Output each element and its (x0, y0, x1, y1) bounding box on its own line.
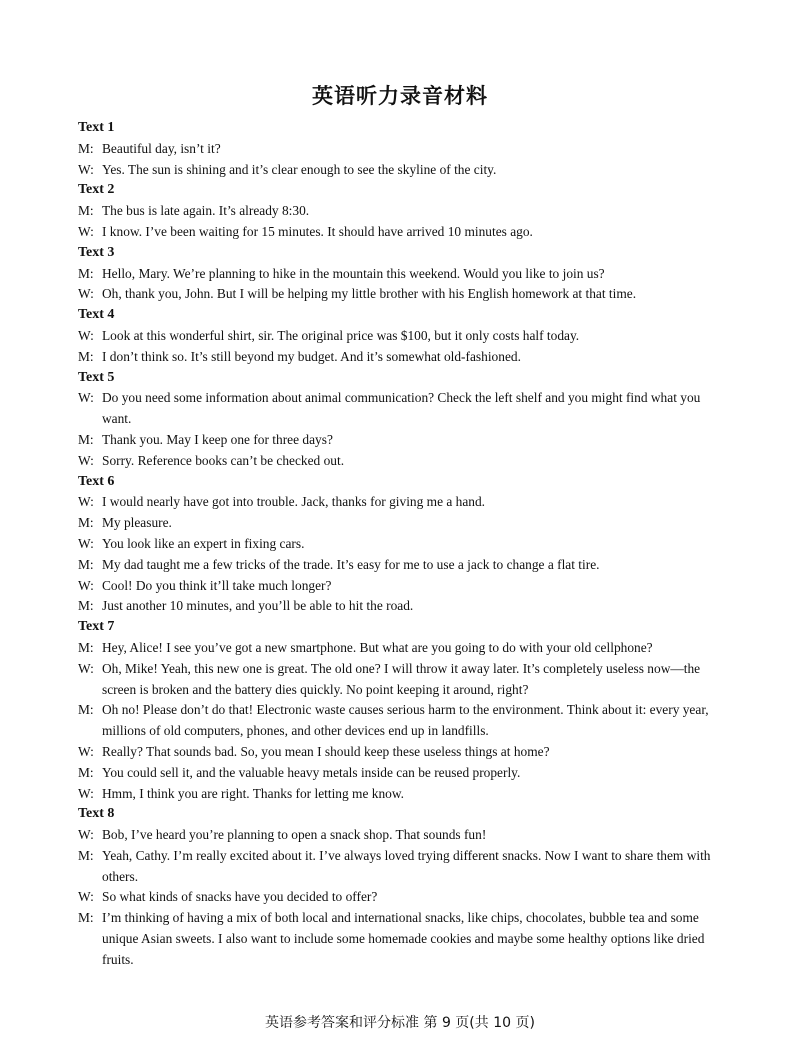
dialogue-text: You look like an expert in fixing cars. (102, 535, 305, 551)
speaker-label: W: (78, 327, 94, 343)
dialogue-line (78, 284, 728, 305)
dialogue-text: Oh, thank you, John. But I will be helping my little brother with his English homework at that time. (102, 286, 637, 302)
speaker-label: W: (78, 452, 94, 468)
dialogue-text: Hello, Mary. We’re planning to hike in the mountain this weekend. Would you like to join us? (102, 265, 605, 281)
dialogue-text: Just another 10 minutes, and you’ll be able to hit the road. (102, 598, 414, 614)
dialogue-line (78, 742, 728, 763)
dialogue-text: I would nearly have got into trouble. Jack, thanks for giving me a hand. (102, 494, 486, 510)
dialogue-text: Look at this wonderful shirt, sir. The original price was $100, but it only costs half today. (102, 327, 580, 343)
dialogue-text: Bob, I’ve heard you’re planning to open a snack shop. That sounds fun! (102, 827, 487, 843)
dialogue-line (78, 659, 728, 701)
dialogue-text: Yeah, Cathy. I’m really excited about it. I’ve always loved trying different snacks. Now I want to share them with others. (102, 847, 711, 884)
speaker-label: M: (78, 515, 94, 531)
dialogue-text: Cool! Do you think it’ll take much longer? (102, 577, 332, 593)
dialogue-line (78, 638, 728, 659)
dialogue-line (78, 513, 728, 534)
dialogue-text: The bus is late again. It’s already 8:30. (102, 203, 310, 219)
dialogue-line (78, 887, 728, 908)
dialogue-line (78, 201, 728, 222)
speaker-label: W: (78, 535, 94, 551)
speaker-label: M: (78, 847, 94, 863)
dialogue-text: Oh no! Please don’t do that! Electronic waste causes serious harm to the environment. Think about it: every year, millions of old computers, phones, and other devices end up in landfills. (102, 702, 709, 739)
section-heading: Text 4 (78, 307, 115, 323)
dialogue-text: Really? That sounds bad. So, you mean I should keep these useless things at home? (102, 743, 550, 759)
speaker-label: W: (78, 827, 94, 843)
section-heading: Text 1 (78, 120, 115, 135)
speaker-label: W: (78, 889, 94, 905)
speaker-label: W: (78, 494, 94, 510)
dialogue-text: Oh, Mike! Yeah, this new one is great. The old one? I will throw it away later. It’s completely useless now—the screen is broken and the battery dies quickly. No point keeping it around, right? (102, 660, 701, 697)
transcript-body (78, 118, 728, 971)
speaker-label: W: (78, 161, 94, 177)
section-heading: Text 8 (78, 806, 115, 822)
dialogue-line (78, 555, 728, 576)
dialogue-line (78, 908, 728, 970)
speaker-label: M: (78, 431, 94, 447)
dialogue-text: So what kinds of snacks have you decided to offer? (102, 889, 378, 905)
dialogue-line (78, 347, 728, 368)
dialogue-line (78, 139, 728, 160)
dialogue-text: Do you need some information about animal communication? Check the left shelf and you might find what you want. (102, 390, 701, 427)
dialogue-line (78, 534, 728, 555)
speaker-label: M: (78, 348, 94, 364)
dialogue-text: I don’t think so. It’s still beyond my budget. And it’s somewhat old-fashioned. (102, 348, 521, 364)
dialogue-line (78, 222, 728, 243)
page-title: 英语听力录音材料 (312, 84, 488, 108)
dialogue-line (78, 264, 728, 285)
dialogue-line (78, 326, 728, 347)
dialogue-text: Hey, Alice! I see you’ve got a new smartphone. But what are you going to do with your old cellphone? (102, 639, 653, 655)
speaker-label: M: (78, 598, 94, 614)
dialogue-text: My pleasure. (102, 515, 172, 531)
dialogue-line (78, 388, 728, 430)
dialogue-line (78, 492, 728, 513)
dialogue-text: You could sell it, and the valuable heavy metals inside can be reused properly. (102, 764, 521, 780)
dialogue-line (78, 825, 728, 846)
speaker-label: W: (78, 577, 94, 593)
speaker-label: W: (78, 660, 94, 676)
dialogue-text: Beautiful day, isn’t it? (102, 140, 221, 156)
speaker-label: M: (78, 764, 94, 780)
section-heading: Text 7 (78, 619, 115, 635)
dialogue-line (78, 160, 728, 181)
speaker-label: M: (78, 203, 94, 219)
dialogue-line (78, 763, 728, 784)
speaker-label: W: (78, 743, 94, 759)
dialogue-text: My dad taught me a few tricks of the trade. It’s easy for me to use a jack to change a flat tire. (102, 556, 600, 572)
speaker-label: W: (78, 286, 94, 302)
dialogue-text: Sorry. Reference books can’t be checked out. (102, 452, 345, 468)
dialogue-line (78, 576, 728, 597)
dialogue-text: I’m thinking of having a mix of both local and international snacks, like chips, chocolates, bubble tea and some unique Asian sweets. I also want to include some homemade cookies and maybe some healthy options like dried fruits. (102, 910, 705, 967)
dialogue-line (78, 451, 728, 472)
dialogue-line (78, 430, 728, 451)
section-heading: Text 2 (78, 182, 115, 198)
speaker-label: M: (78, 265, 94, 281)
dialogue-text: Thank you. May I keep one for three days? (102, 431, 333, 447)
dialogue-line (78, 700, 728, 742)
speaker-label: W: (78, 785, 94, 801)
speaker-label: M: (78, 140, 94, 156)
speaker-label: W: (78, 223, 94, 239)
dialogue-line (78, 846, 728, 888)
section-heading: Text 3 (78, 244, 115, 260)
speaker-label: M: (78, 910, 94, 926)
dialogue-line (78, 784, 728, 805)
speaker-label: M: (78, 639, 94, 655)
page-footer: 英语参考答案和评分标准 第 9 页(共 10 页) (265, 1015, 535, 1031)
section-heading: Text 5 (78, 369, 115, 385)
speaker-label: M: (78, 702, 94, 718)
dialogue-line (78, 596, 728, 617)
dialogue-text: Hmm, I think you are right. Thanks for letting me know. (102, 785, 404, 801)
speaker-label: M: (78, 556, 94, 572)
section-heading: Text 6 (78, 473, 115, 489)
dialogue-text: Yes. The sun is shining and it’s clear enough to see the skyline of the city. (102, 161, 497, 177)
dialogue-text: I know. I’ve been waiting for 15 minutes. It should have arrived 10 minutes ago. (102, 223, 533, 239)
speaker-label: W: (78, 390, 94, 406)
